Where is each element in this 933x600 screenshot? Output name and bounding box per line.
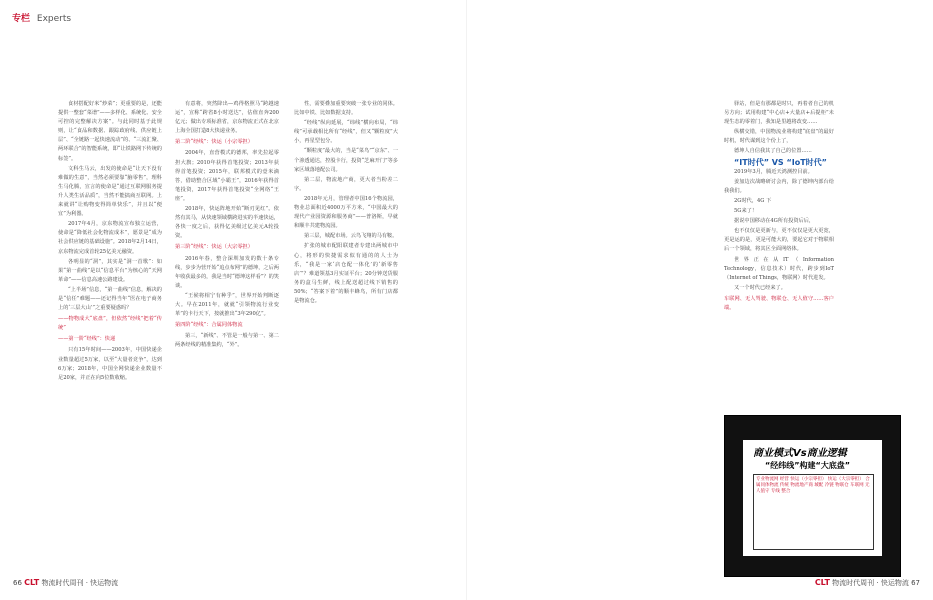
- paragraph: 世界正在从IT（Information Technology，信息技术）时代，跨步到IoT（Internet of Things，物联网）时代进发。: [724, 256, 834, 281]
- paragraph: 据说中国移动在4G所有投资后后，: [734, 218, 815, 225]
- publication-title: 物流时代周刊 · 快运物流: [832, 579, 909, 587]
- info-graphic-grid: 专业物流网 经营 快运（小宗零担） 快运（大宗零担） 合属同体物流 传统 物流地产商 城配 冷链 物联仓 车联网 无人值守 专线 整合: [753, 474, 874, 550]
- paragraph: 食材搭配好米“炒菜”；更重要的是，还能提供一整套“菜谱”——多样化、系统化、安全可控的完整解决方案”。与此同时基于此规则，让“食品和数据、跟踪政府线、供应链上层”、“全链路一起快速流动”的、“三流汇聚、两环联合”的智能系统，即“让铁路网下传统的标签”。: [58, 101, 162, 162]
- paragraph: 2004年，直营模式的德邦，率先拉起零担大旗；2010年获得首笔投资；2013年获得首笔投资；2015年，联邦模式的壹米滴答，借助整合区域“小霸王”，2016年获得首笔投资，2017年获得首笔投资“全网络“王座”。: [175, 150, 279, 202]
- page-number: 67: [911, 579, 920, 587]
- article-column-right: [724, 100, 834, 315]
- paragraph: 有意将，突然降出—鸡得格照马“跨越速运”，宣称“跨省8小时送达”，估值直奔200亿元；做出专项标准省，京东物流正式在北京上海全国打造8大快递业务。: [175, 101, 279, 135]
- highlight-text: 车联网、无人驾驶、物联仓、无人值守……客户端。: [724, 295, 834, 311]
- paragraph: “颗粒度”最大的，当是“菜鸟”“京东”、一个渗透通达，控股卡行，投资“芝麻开门”等多家区域落地配公司。: [294, 148, 398, 173]
- subheading: ——第一阶“经线”：快递: [58, 336, 116, 343]
- paragraph: 德坤人自信我其了自己的位置……: [734, 148, 812, 155]
- subheading: ——物物成大“底盘”，但依然“经线”把着“传统”: [58, 316, 162, 332]
- page-gutter: [466, 0, 467, 600]
- paragraph: 2G时代，4G 下: [734, 197, 772, 204]
- paragraph: 也不仅仅是更新与，更不仅仅是更大更宽，更是运的是，更是可能大的，要起它对于物联相后一个领域，将其区全面网络体。: [724, 228, 834, 253]
- paragraph: 扩张的城市配阳联建者专建出两城市中心，将形的快捷需求似有通的的人士为乐，“我是一家‘店仓配一体化’的‘新零售店’”？难道领基3月实证平台；20分钟送货服务的盒马生鲜，线上配送超过线下销售的50%；“答案下着”的顺丰蜂鸟，所有门店都是物流仓。: [294, 243, 398, 304]
- section-title: “IT时代” VS “IoT时代”: [734, 157, 827, 167]
- paragraph: 性，需要叠加重要突破一张专业的同体。比如中铁、比如数据支持。: [294, 101, 398, 117]
- paragraph: 第二层，物流地产商，更大者当粉差二字。: [294, 176, 398, 192]
- brand-logo: CLT: [814, 578, 830, 587]
- publication-title: 物流时代周刊 · 快运物流: [41, 579, 119, 587]
- paragraph: 2018年元月，管理者中国16个物流园，物业总面积近4000万平方米，“中国最大的现代产业园资源和服务商”——普洛斯，早就和顺丰共建物流园。: [294, 195, 398, 230]
- info-graphic-box: [724, 415, 901, 577]
- paragraph: 姜加边次战略研讨会内，除了德坤内部台给我我们。: [724, 178, 834, 194]
- footer-right: [815, 578, 920, 588]
- paragraph: 2018年，快运阵地开始“断刃见红”。依然有其马，从快速领域横跨进实的半速快运，各快一度之后，获得亿美级过亿美元A轮投资。: [175, 206, 279, 240]
- paragraph: 文科生马云，出发的使命是“让天下没有难做的生意”，当然必须要靠“脑零售”，理科生马化腾，宣言的使命是“通过互联网服务提升人类生活品质”，当然不能搞商互联网。上来就讲“让购物变得简单快乐”，并且以“便宜”为利器。: [58, 165, 162, 218]
- paragraph: 纵横交错，中国物流业将构建“底盘”的最好时机，时代谋到这个份上了，: [724, 129, 834, 145]
- subheading: 第二阶“经线”：快运（小宗零担）: [175, 139, 253, 146]
- paragraph: 2017年4月，京东物流宣布独立运营，使命是“降低社会化物流成本”，愿景是“成为社会供应链的基础设施”。2018年2月14日，京东物流完成首轮25亿美元融资。: [58, 221, 162, 255]
- article-column-2: [175, 100, 279, 351]
- paragraph: 第三层，城配市场。云鸟飞翔的马有鞍。: [304, 233, 398, 240]
- info-graphic-title: 商业模式Vs商业逻辑: [753, 448, 847, 459]
- paragraph: 2019年3月，腾近天鸿测控目前。: [734, 168, 813, 175]
- brand-logo: CLT: [24, 578, 40, 587]
- paragraph: 5G来了！: [734, 208, 758, 215]
- section-label-en: Experts: [36, 14, 72, 24]
- paragraph: 驿站，但是有那都是时只，再着者自己的机另方向；试用构建“中心店+大量店+后提柜”未现生态的零着门，我知是里越将改变……: [724, 101, 834, 126]
- paragraph: 又一个时代已经来了。: [734, 284, 786, 291]
- subheading: 第三阶“经线”：快运（大宗零担）: [175, 244, 253, 251]
- paragraph: “王候将相宁有种乎”，世界开始判断逐大。早在2011年，就就“引领物流行业变革”的卡行天下，按就推出“3年290亿”。: [175, 292, 279, 318]
- section-label-cn: 专栏: [12, 14, 31, 24]
- info-graphic-subtitle: “经纬线”构建“大底盘”: [765, 461, 851, 470]
- page-number: 66: [13, 579, 22, 587]
- subheading: 第四阶“经线”：合属同体物流: [175, 322, 243, 329]
- section-header: [12, 11, 71, 24]
- paragraph: “经线”纵向延展，“纬线”横向布局，“纬线”可承载相比所有“经线”，但又“颗粒度”大小，再星型包分。: [294, 120, 398, 145]
- article-column-3: [294, 100, 398, 307]
- article-column-1: [58, 100, 162, 384]
- paragraph: 各明显的“洞”，其实是“洞一首歌”：如果“第一曲线”是以“信息平台”为核心的“天网革命”——信息高速公路建设。: [58, 258, 162, 283]
- paragraph: “上半场”信息，“第一曲线”信息，解决的是“信任”难题——还记得当年“医在电子商务上的‘三层大山’”之重要疑惑吗？: [58, 286, 162, 312]
- paragraph: 第三，“新线”、不管是一般与第一、第二两条经线的精准集约，“外”。: [175, 333, 279, 349]
- paragraph: 2016年春，整合深圳加发的数十条专线，步步为营开始“追点布网”的德坤，之后两年收获最多的，我是当时“德坤这样看”？的笑谈。: [175, 255, 279, 289]
- paragraph: 只有15年时间——2003年，中国快递企业数量超过5万家，以至“大量者竞争”，达到6万家；2018年，中国全网快递企业数量不足20家，并正在向5位数收缩。: [58, 347, 162, 381]
- footer-left: [13, 578, 118, 588]
- info-graphic-inner: [743, 440, 882, 556]
